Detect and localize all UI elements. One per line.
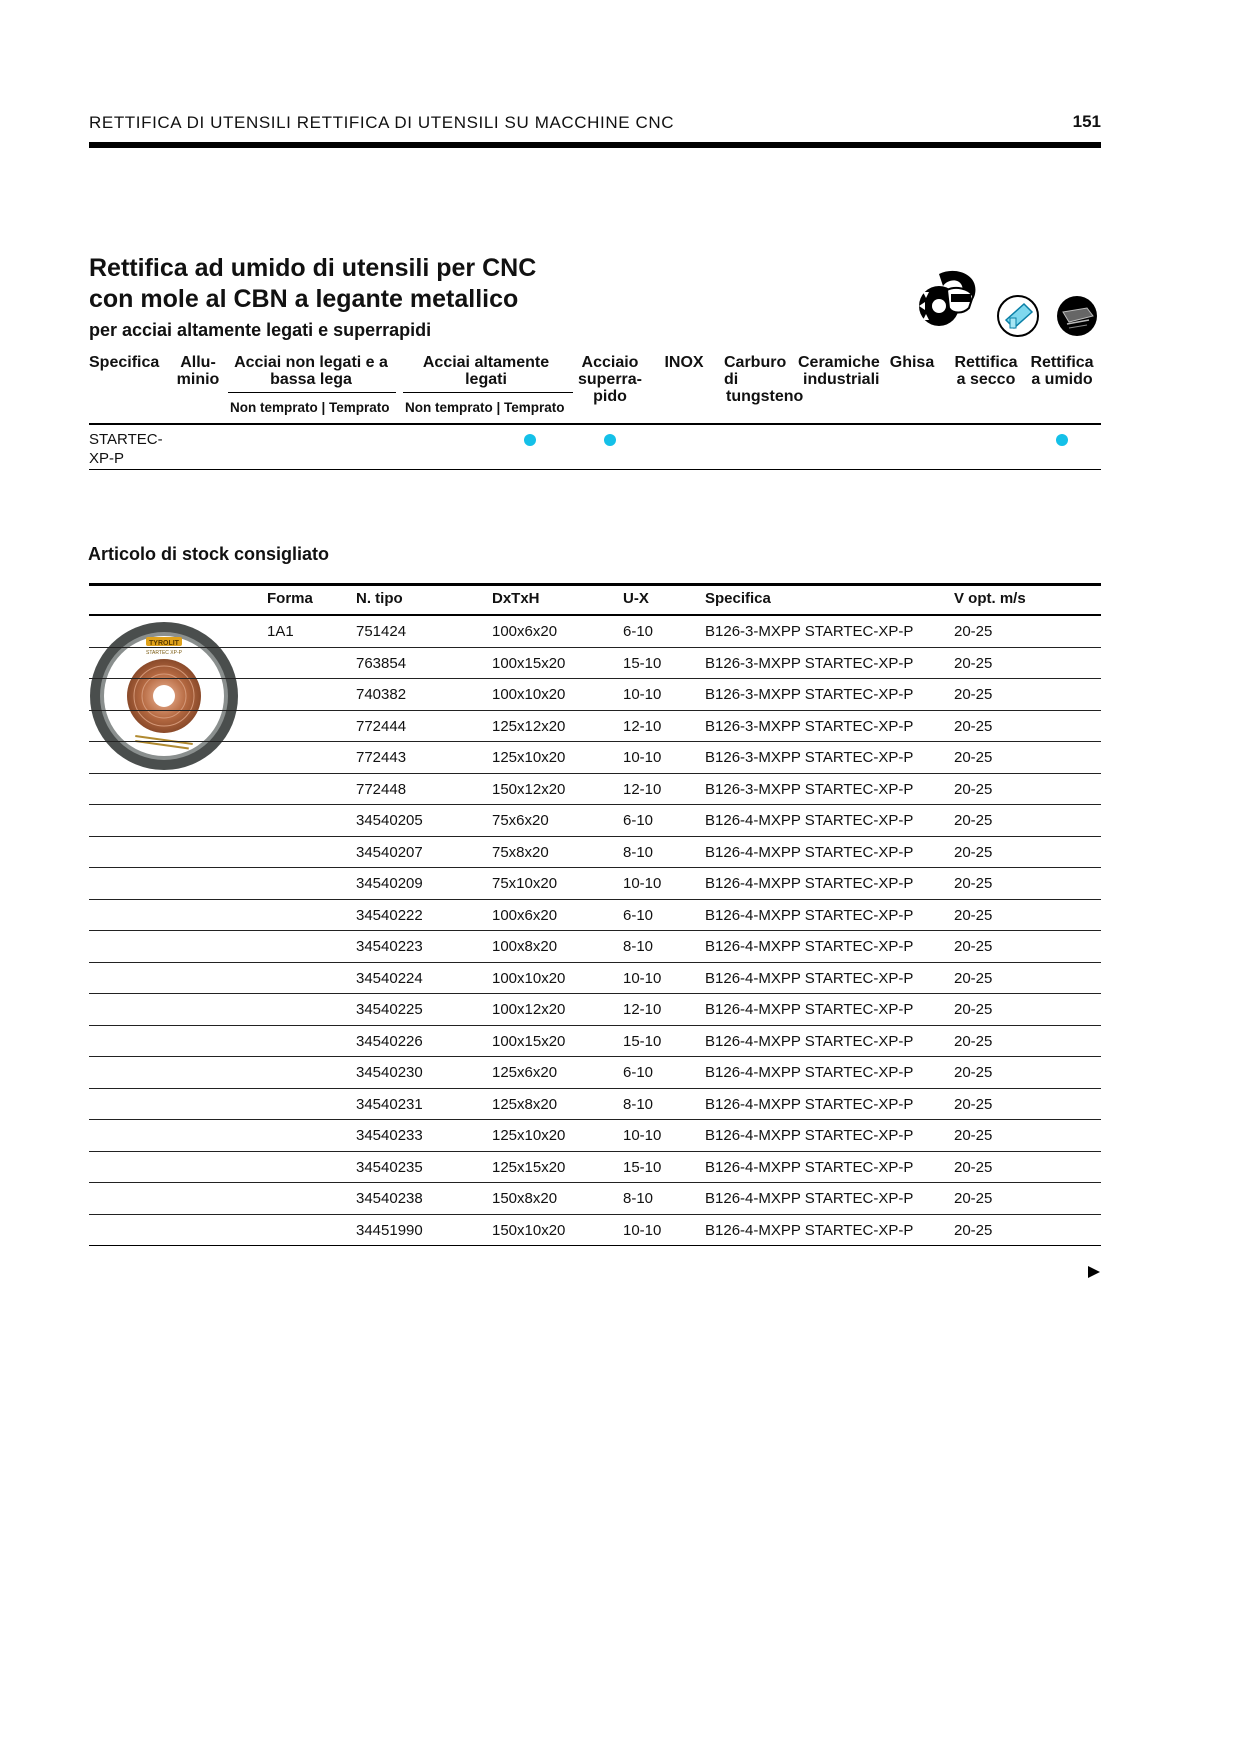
table-row xyxy=(89,900,1101,932)
altamente-legati-sub-rule xyxy=(403,392,573,393)
cell-u-x: 15-10 xyxy=(623,1032,662,1050)
stock-table-rule-top xyxy=(89,583,1101,586)
cell-n-tipo: 772444 xyxy=(356,717,407,735)
non-legati-sub-label: Non temprato | Temprato xyxy=(230,400,390,415)
cell-specifica: B126-4-MXPP STARTEC-XP-P xyxy=(705,1064,914,1081)
cell-specifica: B126-4-MXPP STARTEC-XP-P xyxy=(705,843,914,861)
cell-specifica: B126-4-MXPP STARTEC-XP-P xyxy=(705,1158,914,1176)
cell-forma: 1A1 xyxy=(267,623,294,640)
cell-specifica: B126-3-MXPP STARTEC-XP-P xyxy=(705,686,914,703)
table-row xyxy=(89,1215,1101,1246)
table-row xyxy=(89,742,1101,774)
cell-v-opt: 20-25 xyxy=(954,654,993,672)
spec-header-ceramiche-l1: Ceramiche xyxy=(798,354,880,371)
cell-specifica: B126-4-MXPP STARTEC-XP-P xyxy=(705,875,914,892)
cell-n-tipo: 34540209 xyxy=(356,875,423,892)
spec-header-ghisa: Ghisa xyxy=(889,354,935,371)
page-number: 151 xyxy=(1072,112,1101,131)
page-title-line-2: con mole al CBN a legante metallico xyxy=(89,285,519,313)
cell-u-x: 8-10 xyxy=(623,938,654,955)
cell-dxtxh: 100x15x20 xyxy=(492,1032,566,1050)
spec-table-rule-top xyxy=(89,423,1101,425)
cell-u-x: 10-10 xyxy=(623,969,662,987)
spec-header-specifica: Specifica xyxy=(89,354,160,371)
header-title: RETTIFICA DI UTENSILI RETTIFICA DI UTENSILI SU MACCHINE CNC xyxy=(89,113,675,132)
spec-header-rettifica-umido xyxy=(1026,354,1098,388)
cell-u-x: 10-10 xyxy=(623,875,662,892)
cell-u-x: 10-10 xyxy=(623,686,662,703)
cell-u-x: 10-10 xyxy=(623,1127,662,1144)
table-row xyxy=(89,994,1101,1026)
cell-dxtxh: 125x6x20 xyxy=(492,1064,558,1081)
spec-header-altamente-legati: Acciai altamente legati xyxy=(422,354,550,388)
cell-u-x: 12-10 xyxy=(623,717,662,735)
cell-v-opt: 20-25 xyxy=(954,1158,993,1176)
table-row xyxy=(89,774,1101,806)
spec-row-name-l1: STARTEC- xyxy=(89,431,163,448)
table-row xyxy=(89,931,1101,963)
page-title-line-1: Rettifica ad umido di utensili per CNC xyxy=(89,254,537,282)
spec-row-name xyxy=(89,430,179,468)
table-row xyxy=(89,805,1101,837)
cell-specifica: B126-4-MXPP STARTEC-XP-P xyxy=(705,969,914,987)
cell-v-opt: 20-25 xyxy=(954,906,993,924)
stock-section-title: Articolo di stock consigliato xyxy=(88,544,330,564)
cell-specifica: B126-4-MXPP STARTEC-XP-P xyxy=(705,1095,914,1113)
cell-v-opt: 20-25 xyxy=(954,623,993,640)
table-row xyxy=(89,616,1101,648)
cell-u-x: 8-10 xyxy=(623,1095,654,1113)
spec-header-superrapido xyxy=(576,354,644,405)
cell-u-x: 6-10 xyxy=(623,623,654,640)
next-page-arrow-icon[interactable] xyxy=(1087,1265,1101,1279)
title-block xyxy=(89,253,789,342)
cell-u-x: 8-10 xyxy=(623,843,654,861)
table-row xyxy=(89,1057,1101,1089)
cell-n-tipo: 34540223 xyxy=(356,938,423,955)
cell-v-opt: 20-25 xyxy=(954,749,993,766)
cell-n-tipo: 34451990 xyxy=(356,1221,423,1239)
spec-header-alluminio xyxy=(176,354,220,388)
page-header xyxy=(89,110,1101,140)
cell-u-x: 6-10 xyxy=(623,1064,654,1081)
spec-row-name-l2: XP-P xyxy=(89,450,125,467)
cell-n-tipo: 740382 xyxy=(356,686,407,703)
table-row xyxy=(89,837,1101,869)
cell-specifica: B126-3-MXPP STARTEC-XP-P xyxy=(705,623,914,640)
stock-header-u-x: U-X xyxy=(623,590,649,607)
cell-v-opt: 20-25 xyxy=(954,1190,993,1207)
spec-header-non-legati-l1: Acciai non legati e a xyxy=(234,354,388,371)
cell-dxtxh: 100x12x20 xyxy=(492,1001,566,1018)
stock-header-specifica: Specifica xyxy=(705,590,771,607)
cell-v-opt: 20-25 xyxy=(954,969,993,987)
spec-header-superrapido-l2: superra- xyxy=(577,371,643,388)
spec-header-umido-l1: Rettifica xyxy=(1030,354,1094,371)
spec-header-carburo xyxy=(724,354,804,405)
stock-table-body xyxy=(89,616,1101,1245)
cell-v-opt: 20-25 xyxy=(954,875,993,892)
cell-v-opt: 20-25 xyxy=(954,1001,993,1018)
header-rule xyxy=(89,142,1101,148)
cell-specifica: B126-4-MXPP STARTEC-XP-P xyxy=(705,1221,914,1239)
saw-blade-helmet-icon xyxy=(917,268,985,330)
spec-header-non-legati-l2: bassa lega xyxy=(270,371,352,388)
cell-dxtxh: 125x12x20 xyxy=(492,717,566,735)
cell-v-opt: 20-25 xyxy=(954,812,993,829)
cell-specifica: B126-4-MXPP STARTEC-XP-P xyxy=(705,1032,914,1050)
cell-u-x: 10-10 xyxy=(623,1221,662,1239)
cell-n-tipo: 34540238 xyxy=(356,1190,423,1207)
table-row xyxy=(89,1089,1101,1121)
spec-header-carburo-l1: Carburo di xyxy=(724,354,787,388)
cell-u-x: 12-10 xyxy=(623,1001,662,1018)
cell-v-opt: 20-25 xyxy=(954,1064,993,1081)
table-row xyxy=(89,711,1101,743)
cell-specifica: B126-3-MXPP STARTEC-XP-P xyxy=(705,717,914,735)
cell-dxtxh: 75x10x20 xyxy=(492,875,558,892)
table-row xyxy=(89,1152,1101,1184)
stock-table-rule-bottom xyxy=(89,1245,1101,1246)
cell-v-opt: 20-25 xyxy=(954,1221,993,1239)
cell-v-opt: 20-25 xyxy=(954,1095,993,1113)
spec-header-ceramiche xyxy=(798,354,878,388)
wheel-spec-label: STARTEC XP-P xyxy=(146,650,182,656)
cell-dxtxh: 100x15x20 xyxy=(492,654,566,672)
cell-dxtxh: 150x8x20 xyxy=(492,1190,558,1207)
cell-dxtxh: 100x8x20 xyxy=(492,938,558,955)
stock-header-n-tipo: N. tipo xyxy=(356,590,403,607)
cell-n-tipo: 34540207 xyxy=(356,843,423,861)
cell-u-x: 6-10 xyxy=(623,906,654,924)
table-row xyxy=(89,1120,1101,1152)
cell-v-opt: 20-25 xyxy=(954,843,993,861)
suitability-dot-altamente-legati xyxy=(524,434,536,446)
cell-n-tipo: 772443 xyxy=(356,749,407,766)
cell-n-tipo: 34540225 xyxy=(356,1001,423,1018)
cell-specifica: B126-4-MXPP STARTEC-XP-P xyxy=(705,1001,914,1018)
cell-specifica: B126-4-MXPP STARTEC-XP-P xyxy=(705,906,914,924)
spec-header-secco-l2: a secco xyxy=(956,371,1016,388)
cell-dxtxh: 150x10x20 xyxy=(492,1221,566,1239)
cell-specifica: B126-3-MXPP STARTEC-XP-P xyxy=(705,749,914,766)
table-row xyxy=(89,648,1101,680)
suitability-dot-rettifica-umido xyxy=(1056,434,1068,446)
cell-specifica: B126-4-MXPP STARTEC-XP-P xyxy=(705,1127,914,1144)
cell-v-opt: 20-25 xyxy=(954,1127,993,1144)
cell-n-tipo: 763854 xyxy=(356,654,407,672)
cell-dxtxh: 125x10x20 xyxy=(492,749,566,766)
cell-n-tipo: 34540233 xyxy=(356,1127,423,1144)
page-subtitle: per acciai altamente legati e superrapidi xyxy=(89,320,432,340)
spec-header-non-legati xyxy=(226,354,396,388)
cell-specifica: B126-3-MXPP STARTEC-XP-P xyxy=(705,780,914,798)
dry-grinding-icon xyxy=(996,294,1040,338)
spec-header-alluminio-l2: minio xyxy=(176,371,220,388)
table-row xyxy=(89,1026,1101,1058)
non-legati-sub-rule xyxy=(228,392,396,393)
spec-header-superrapido-l3: pido xyxy=(593,388,627,405)
suitability-dot-superrapido xyxy=(604,434,616,446)
cell-n-tipo: 34540231 xyxy=(356,1095,423,1113)
cell-dxtxh: 125x15x20 xyxy=(492,1158,566,1176)
cell-specifica: B126-4-MXPP STARTEC-XP-P xyxy=(705,812,914,829)
cell-specifica: B126-4-MXPP STARTEC-XP-P xyxy=(705,938,914,955)
table-row xyxy=(89,963,1101,995)
cell-dxtxh: 100x10x20 xyxy=(492,969,566,987)
cell-v-opt: 20-25 xyxy=(954,686,993,703)
cell-u-x: 12-10 xyxy=(623,780,662,798)
table-row xyxy=(89,1183,1101,1215)
spec-header-superrapido-l1: Acciaio xyxy=(581,354,639,371)
cell-n-tipo: 34540235 xyxy=(356,1158,423,1176)
cell-u-x: 8-10 xyxy=(623,1190,654,1207)
cell-n-tipo: 34540205 xyxy=(356,812,423,829)
spec-header-inox: INOX xyxy=(664,354,704,371)
spec-header-carburo-l2: tungsteno xyxy=(726,388,804,405)
table-row xyxy=(89,868,1101,900)
cell-v-opt: 20-25 xyxy=(954,938,993,955)
altamente-legati-sub-label: Non temprato | Temprato xyxy=(405,400,565,415)
cell-n-tipo: 751424 xyxy=(356,623,407,640)
cell-u-x: 15-10 xyxy=(623,654,662,672)
spec-table-rule-bottom xyxy=(89,469,1101,470)
cell-u-x: 15-10 xyxy=(623,1158,662,1176)
wet-grinding-icon xyxy=(1055,294,1099,338)
cell-dxtxh: 125x8x20 xyxy=(492,1095,558,1113)
spec-header-umido-l2: a umido xyxy=(1031,371,1093,388)
stock-header-dxtxh: DxTxH xyxy=(492,590,540,607)
stock-header-v-opt: V opt. m/s xyxy=(954,590,1026,607)
cell-u-x: 6-10 xyxy=(623,812,654,829)
cell-dxtxh: 150x12x20 xyxy=(492,780,566,798)
cell-dxtxh: 100x6x20 xyxy=(492,906,558,924)
spec-header-alluminio-l1: Allu- xyxy=(180,354,216,371)
cell-specifica: B126-4-MXPP STARTEC-XP-P xyxy=(705,1190,914,1207)
application-icons xyxy=(917,268,1107,338)
cell-dxtxh: 75x8x20 xyxy=(492,843,549,861)
cell-u-x: 10-10 xyxy=(623,749,662,766)
cell-dxtxh: 75x6x20 xyxy=(492,812,549,829)
cell-specifica: B126-3-MXPP STARTEC-XP-P xyxy=(705,654,914,672)
cell-n-tipo: 34540230 xyxy=(356,1064,423,1081)
cell-n-tipo: 34540222 xyxy=(356,906,423,924)
table-row xyxy=(89,679,1101,711)
cell-n-tipo: 34540224 xyxy=(356,969,423,987)
cell-dxtxh: 125x10x20 xyxy=(492,1127,566,1144)
cell-v-opt: 20-25 xyxy=(954,780,993,798)
spec-header-rettifica-secco xyxy=(950,354,1022,388)
spec-header-ceramiche-l2: industriali xyxy=(803,371,880,388)
cell-dxtxh: 100x10x20 xyxy=(492,686,566,703)
cell-v-opt: 20-25 xyxy=(954,717,993,735)
wheel-brand-label: TYROLIT xyxy=(149,640,179,647)
cell-dxtxh: 100x6x20 xyxy=(492,623,558,640)
stock-header-forma: Forma xyxy=(267,590,313,607)
cell-n-tipo: 34540226 xyxy=(356,1032,423,1050)
cell-n-tipo: 772448 xyxy=(356,780,407,798)
spec-header-secco-l1: Rettifica xyxy=(954,354,1018,371)
cell-v-opt: 20-25 xyxy=(954,1032,993,1050)
